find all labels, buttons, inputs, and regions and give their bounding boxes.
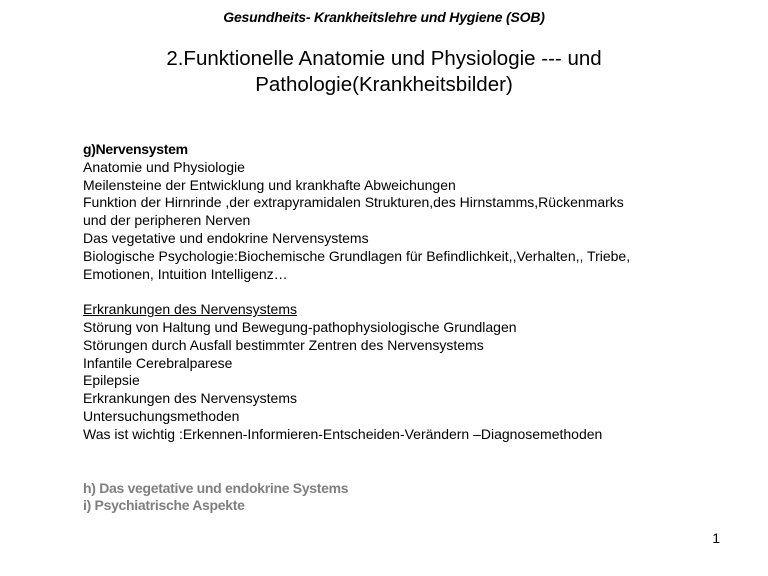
section-i-heading: i) Psychiatrische Aspekte (83, 497, 245, 514)
slide-content (83, 141, 723, 515)
section-g-item: Funktion der Hirnrinde ,der extrapyramidalen Strukturen,des Hirnstamms,Rückenmarks (83, 194, 624, 211)
diseases-item: Infantile Cerebralparese (83, 354, 233, 371)
diseases-item: Erkrankungen des Nervensystems (83, 390, 297, 407)
section-g-item: Anatomie und Physiologie (83, 158, 245, 175)
diseases-heading: Erkrankungen des Nervensystems (83, 301, 297, 318)
slide-title-line-2: Pathologie(Krankheitsbilder) (255, 73, 513, 96)
section-g-heading: g)Nervensystem (83, 141, 188, 157)
slide-title-line-1: 2.Funktionelle Anatomie und Physiologie --- und (166, 47, 602, 70)
course-header: Gesundheits- Krankheitslehre und Hygiene (SOB) (223, 9, 545, 25)
diseases-item: Untersuchungsmethoden (83, 407, 240, 424)
diseases-item: Was ist wichtig :Erkennen-Informieren-Entscheiden-Verändern –Diagnosemethoden (83, 425, 603, 442)
section-h-heading: h) Das vegetative und endokrine Systems (83, 479, 349, 496)
slide-title (0, 46, 768, 98)
diseases-item: Epilepsie (83, 372, 140, 389)
section-g-item: Das vegetative und endokrine Nervensystems (83, 229, 369, 246)
section-g-item: Emotionen, Intuition Intelligenz… (83, 265, 288, 282)
section-g-item: Biologische Psychologie:Biochemische Grundlagen für Befindlichkeit,,Verhalten,, Triebe, (83, 247, 631, 264)
section-g-item: und der peripheren Nerven (83, 212, 251, 229)
page-number: 1 (712, 530, 720, 546)
section-g-item: Meilensteine der Entwicklung und krankhafte Abweichungen (83, 176, 456, 193)
diseases-item: Störung von Haltung und Bewegung-pathophysiologische Grundlagen (83, 318, 517, 335)
diseases-item: Störungen durch Ausfall bestimmter Zentren des Nervensystems (83, 336, 484, 353)
